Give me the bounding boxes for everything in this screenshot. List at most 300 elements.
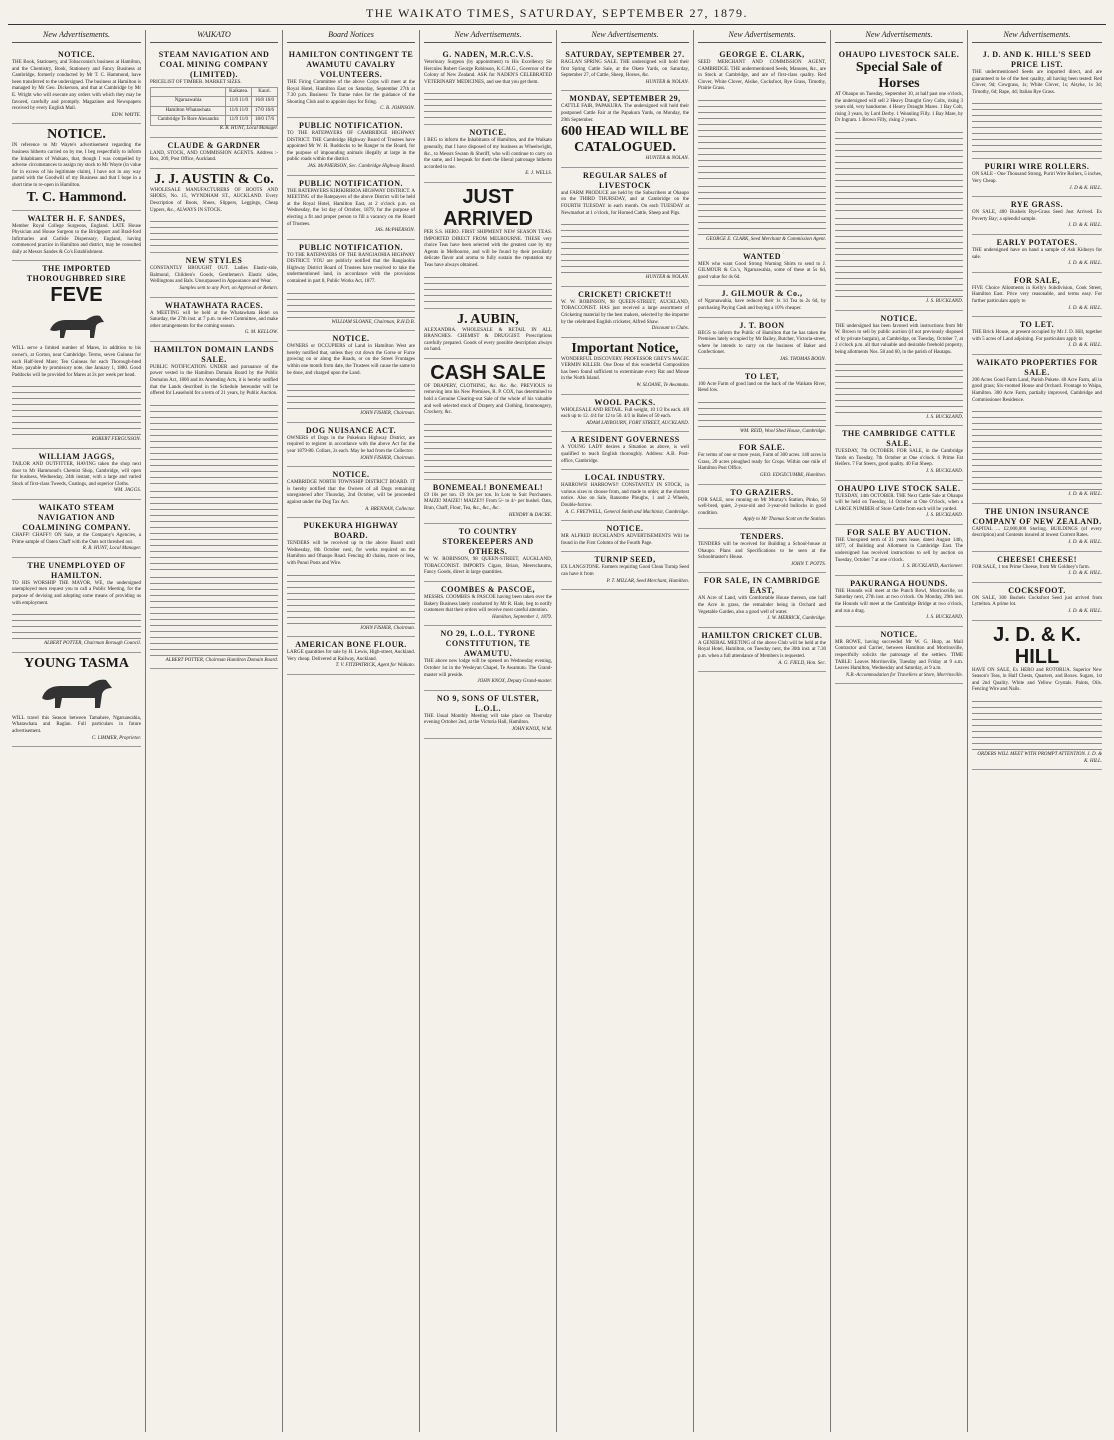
ad-heading: J. J. AUSTIN & Co.: [154, 171, 274, 187]
ad-body: THE above new lodge will be opened on Wednesday evening, October 1st in the Wesleyan Chapel, Te Awamutu. The Grand-master will preside.: [424, 659, 552, 678]
ad-cattle-fair: [561, 91, 689, 167]
ad-body: For terms of one or more years, Farm of 300 acres. 140 acres in Grass, 20 acres ploughed ready for Crops. Within one mile of Hamilton Post Office.: [698, 453, 826, 472]
ad-fine-print: [835, 127, 963, 211]
ad-heading: YOUNG TASMA: [24, 655, 129, 671]
ad-body: OF DRAPERY, CLOTHING, &c. &c. &c. PREVIOUS to removing into his New Premises, R. P. COX, has determined to hold a Genuine Clearing-out Sale of the whole of his valuable and well selected stock of Drapery and Clothing, Ironmongery, Crockery, &c.: [424, 383, 552, 416]
table-cell: 11/0 11/0: [226, 97, 252, 107]
ad-body: TENDERS will be received for Building a School-house at Ohaupo. Plans and Specifications to be seen at the Schoolmaster's House.: [698, 542, 826, 561]
column-8: [967, 30, 1106, 1432]
ad-body: HARROWS! HARROWS!! CONSTANTLY IN STOCK, in various sizes to choose from, and made to order, at the shortest notice. Also on Sale, Ransome Ploughs, 1 and 2 Wheels, Double-furrow.: [561, 483, 689, 508]
ad-lodge-9: [424, 691, 552, 739]
ad-heading: REGULAR SALES of LIVESTOCK: [582, 170, 667, 190]
ad-heading: PUBLIC NOTIFICATION.: [298, 242, 404, 252]
ad-body: AN Acre of Land, with Comfortable House thereon, one half the Acre in grass, the remainder being in Orchard and Vegetable Garden, also a good well of water.: [698, 596, 826, 615]
column-header: New Advertisements.: [698, 30, 826, 43]
ad-signature: J. D. & K. HILL.: [1068, 223, 1102, 229]
ad-to-let: [972, 317, 1102, 355]
ad-tenders: [698, 529, 826, 573]
ad-body: FOR SALE, 1 ton Prime Cheese, from Mr Goldney's farm.: [972, 564, 1090, 570]
ad-heading: LOCAL INDUSTRY.: [584, 473, 666, 483]
ad-dog-nuisance: [287, 423, 415, 467]
ad-aubin: [424, 309, 552, 359]
ad-chaff: [12, 500, 141, 558]
ad-signature: J. D. & K. HILL.: [1068, 540, 1102, 546]
table-row: [151, 106, 278, 116]
ad-bone-flour: [287, 637, 415, 675]
ad-turnip-seed: [561, 552, 689, 590]
ad-signature: Samples sent to any Port, on Approval or Return.: [179, 285, 278, 291]
ad-heading: NOTICE.: [880, 313, 918, 323]
ad-fine-print: [150, 216, 278, 246]
ad-signature: JOHN FISHER, Chairman.: [360, 411, 415, 417]
ad-signature: ALBERT POTTER, Chairman Hamilton Domain Board.: [165, 657, 278, 663]
ad-heading: NOTICE.: [880, 629, 918, 639]
ad-heading: TO GRAZIERS.: [730, 487, 794, 497]
ad-heading: WHATAWHATA RACES.: [164, 300, 264, 310]
ad-body: THE Hounds will meet at the Punch Bowl, Morrinsville, on Saturday next, 27th inst. at two o'clock. On Monday, 29th inst. the Hounds will meet at the Cambridge Bridge at two o'clock, and run a drag.: [835, 588, 963, 614]
ad-signature: JOHN T. POTTS.: [791, 561, 826, 567]
ad-signature: J. D. & K. HILL.: [1068, 305, 1102, 311]
ad-coombes-pascoe: [424, 582, 552, 626]
ad-important-notice: [561, 338, 689, 395]
ad-signature: A. G. FIELD, Hon. Sec.: [778, 660, 826, 666]
ad-fine-print: [150, 400, 278, 484]
ad-signature: EDW. WAYTE.: [111, 112, 141, 118]
ad-heading: HAMILTON CRICKET CLUB.: [701, 630, 823, 640]
ad-signature: N.B.-Accommodation for Travellers at Store, Morrinsville.: [845, 672, 963, 678]
ad-body: HAVE ON SALE, Ex HERO and ROTORUA. Superior New Season's Teas, in Half Chests, Quarters, and Boxes. Sugars, 1st and 2nd Quality. White and Yellow Crystals. Paints, Oils. Fencing Wire and Nails.: [972, 667, 1102, 693]
ad-heading: TO LET,: [744, 371, 780, 381]
ad-body: OWNERS of Dogs in the Pukekura Highway District, are required to register in accordance with the above Act for the year 1879-80. Collars, 2s each. May be had from the Collector.: [287, 435, 415, 454]
ad-cheese: [972, 552, 1102, 583]
ad-signature: W. SLOANE, Te Awamutu.: [636, 383, 689, 389]
ad-signature: JAS. THOMAS BOON.: [779, 356, 826, 362]
ad-heading: NOTICE.: [47, 127, 106, 143]
ad-body: MEN who want Good Strong Warning Shirts to send to J. GILMOUR & Co.'s, Ngaruawahia, some of these at 5s 6d, good value for 4s 6d.: [698, 261, 826, 280]
ad-hill-stores: [972, 621, 1102, 771]
ad-fine-print: [12, 381, 141, 435]
ad-body: CATTLE FAIR, PAPAKURA. The undersigned will hold their postponed Cattle Fair at the Papakura Yards, on Monday, the 29th September.: [561, 104, 689, 123]
ad-signature: J. D. & K. HILL.: [1068, 492, 1102, 498]
ad-signature: GEORGE E. CLARK, Seed Merchant & Commission Agent.: [706, 236, 826, 242]
ad-body: BEGS to inform the Public of Hamilton that he has taken the Premises lately occupied by Mr Bailey, Butcher, Victoria-street, where he intends to carry on the business of Baker and Confectioner.: [698, 330, 826, 356]
ad-raglan-sale: [561, 47, 689, 91]
ad-heading: JUST ARRIVED: [442, 185, 533, 230]
ad-body: EX LANGSTONE. Farmers requiring Good Clean Turnip Seed can have it from: [561, 565, 689, 577]
ad-early-potatoes: [972, 235, 1102, 273]
ad-heading: CASH SALE: [430, 361, 546, 384]
column-header: Board Notices: [287, 30, 415, 43]
ad-new-styles: [150, 253, 278, 297]
ad-for-sale: [698, 440, 826, 484]
ad-fine-print: [287, 379, 415, 409]
ad-ohaupo-sale: [835, 47, 963, 311]
ad-young-tasma: [12, 653, 141, 747]
ad-public-notification: [287, 176, 415, 240]
ad-public-notification: [287, 240, 415, 332]
ad-heading: THE UNEMPLOYED OF HAMILTON.: [27, 560, 126, 580]
ad-boon: [698, 318, 826, 369]
ad-whatawhata-races: [150, 298, 278, 342]
ad-claude-gardner: [150, 138, 278, 169]
ad-signature: J. D. & K. HILL.: [1068, 343, 1102, 349]
ad-cavalry: [287, 47, 415, 118]
ad-signature: JAS. McPHERSON, Sec. Cambridge Highway Board.: [307, 163, 415, 169]
ad-wool-packs: [561, 395, 689, 433]
ad-domain-lands: [150, 342, 278, 670]
ad-heading: NOTICE.: [332, 470, 370, 480]
ad-heading: Important Notice,: [571, 340, 679, 356]
ad-signature: ROBERT FERGUSSON.: [91, 437, 141, 443]
ad-fine-print: [424, 88, 552, 118]
ad-body: TENDERS will be received up to the above Board until Wednesday, 8th October next, for works required on the Hamilton and Ohaupo Road. Fencing 40 chains, more or less, with Punui Posts and Wire.: [287, 541, 415, 566]
ad-signature: JOHN KNOX, Deputy Grand-master.: [477, 679, 552, 685]
ad-body: FOR SALE, now running on Mr Murray's Station, Pinko, 50 well-bred, quiet, 2-year-old and 3-year-old bullocks in good condition.: [698, 497, 826, 516]
ad-heading: NEW STYLES: [185, 256, 243, 266]
ad-heading: RYE GRASS.: [1010, 200, 1064, 210]
ad-signature: WM. JAGGS.: [113, 488, 141, 494]
ad-heading: THE CAMBRIDGE CATTLE SALE.: [842, 429, 956, 449]
ad-signature: HUNTER & NOLAN.: [645, 156, 689, 162]
ad-body: A MEETING will be held at the Whatawhata Hotel on Saturday, the 27th inst. at 7 p.m. to elect Committee, and make other arrangements for the coming season.: [150, 310, 278, 329]
ad-heading: DOG NUISANCE ACT.: [305, 425, 397, 435]
ad-body: I BEG to inform the Inhabitants of Hamilton, and the Waikato generally, that I have disposed of my business as Wheelwright, &c., to Messrs Swann & Sheriff, who will continue to carry on the same, and I bespeak for them the liberal patronage hitherto accorded to me.: [424, 138, 552, 170]
ad-signature: T. V. FITZPATRICK, Agent for Waikato.: [335, 663, 415, 669]
table-cell: [151, 87, 226, 97]
ad-body: CAPITAL ... £2,000,000 Sterling. BUILDINGS (of every description) and Contents insured at lowest Current Rates.: [972, 526, 1102, 539]
ad-fine-print: [698, 181, 826, 235]
ad-public-notification: [287, 118, 415, 176]
ad-hounds: [835, 576, 963, 627]
ad-heading: NOTICE.: [57, 50, 96, 59]
ad-heading: J. T. BOON: [739, 320, 785, 330]
ad-heading: G. NADEN, M.R.C.V.S.: [442, 50, 534, 59]
ad-heading: COOMBES & PASCOE,: [441, 585, 535, 594]
table-cell: 18/0 17/6: [252, 116, 278, 126]
ad-heading: OHAUPO LIVE STOCK SALE.: [837, 483, 961, 493]
ad-body: ON SALE, 300 Bushels Cocksfoot Seed just arrived from Lyttelton. A prime lot.: [972, 595, 1102, 608]
ad-signature: J. D. & K. HILL.: [1068, 609, 1102, 614]
ad-body: Veterinary Surgeon (by appointment) to His Excellency Sir Hercules Robert George Robinson, K.C.M.G., Governor of the Colony of New Zealand. ASK for NADEN'S CELEBRATED VETERINARY MEDICINES, and see that you get them.: [424, 60, 552, 85]
ad-auction: [835, 525, 963, 576]
ad-heading: J. GILMOUR & Co.,: [721, 289, 803, 299]
ad-heading: J. D. & K. HILL: [993, 623, 1081, 668]
ad-signature: A. C. FRETWELL, General Smith and Machinist, Cambridge.: [565, 509, 689, 515]
ad-body: MESSRS. COOMBES & PASCOE having been taken over the Bakery Business lately conducted by Mr R. Hale, beg to notify customers that their orders will receive most careful attention.: [424, 595, 552, 614]
table-cell: Cambridge Te Rore Alexandra: [151, 116, 226, 126]
ad-heading: NOTICE.: [332, 334, 370, 344]
ad-signature: WILLIAM SLOANE, Chairman, R.H.D.B.: [331, 319, 415, 325]
ad-signature: T. C. Hammond.: [26, 189, 127, 205]
ad-body: CONSTANTLY BROUGHT OUT. Ladies Elastic-side, Balmoral, Children's Goods, Gentlemen's Elastic sides, Wellingtons and Bals. Unsurpassed in Appearance and Wear.: [150, 266, 278, 285]
ad-naden: [424, 47, 552, 125]
ad-body: WHOLESALE MANUFACTURERS OF BOOTS AND SHOES, No. 15, WYNDHAM ST., AUCKLAND. Every Description of Boots, Shoes, Slippers, Leggings, Cheap Uppers, &c., ALWAYS IN STOCK.: [150, 187, 278, 213]
ad-notice: [12, 47, 141, 124]
ad-body: LARGE quantities for sale by H. Lewis, High-street, Auckland. Very cheap. Delivered at Railway, Auckland.: [287, 650, 415, 662]
ad-body: THE Usual Monthly Meeting will take place on Thursday evening October 2nd, at the Victoria Hall, Hamilton.: [424, 713, 552, 726]
ad-storekeepers: [424, 524, 552, 582]
ad-sandes: [12, 211, 141, 262]
ad-heading: WAIKATO STEAM NAVIGATION AND COALMINING COMPANY.: [22, 503, 131, 532]
ad-heading: WOOL PACKS.: [594, 397, 656, 407]
column-header: New Advertisements.: [424, 30, 552, 43]
ad-cricket: [561, 287, 689, 338]
ad-heading: HAMILTON CONTINGENT TE AWAMUTU CAVALRY VOLUNTEERS.: [288, 50, 414, 79]
ad-fine-print: [424, 272, 552, 302]
ad-body: A YOUNG LADY desires a Situation as above, is well qualified to teach English thoroughly. Address: A.B. Post-office, Cambridge.: [561, 445, 689, 464]
column-6: [693, 30, 830, 1432]
ad-pukekura-board: [287, 518, 415, 637]
ad-fine-print: [150, 486, 278, 570]
ad-fine-print: [972, 696, 1102, 750]
table-cell: Hamilton Whatawhata: [151, 106, 226, 116]
ad-signature: P. T. MILLAR, Seed Merchant, Hamilton.: [606, 578, 689, 584]
ad-title-big: Special Sale of Horses: [855, 60, 943, 91]
ad-heading: J. D. AND K. HILL'S SEED PRICE LIST.: [982, 50, 1092, 69]
ad-cambridge-cattle-sale: [835, 426, 963, 480]
ad-heading: TENDERS.: [740, 532, 784, 542]
column-1: [8, 30, 145, 1432]
ad-heading: NOTICE.: [469, 128, 507, 138]
ad-jaggs: [12, 449, 141, 500]
ad-just-arrived: [424, 183, 552, 309]
ad-body: ON SALE - One Thousand Strong, Puriri Wire Rollers, 5 inches, Very Cheap.: [972, 172, 1102, 184]
ad-to-graziers: [698, 485, 826, 529]
ad-title-big: FEVE: [50, 284, 103, 307]
ad-fine-print: [287, 288, 415, 318]
ad-notice: [287, 331, 415, 423]
ad-for-sale: [972, 273, 1102, 317]
ad-notice-large: [12, 124, 141, 210]
ad-fine-print: [698, 95, 826, 179]
ad-signature: J. D. & K. HILL.: [1068, 571, 1102, 577]
ad-signature: C. B. JOHNSON.: [380, 106, 415, 112]
ad-waikato-properties: [972, 355, 1102, 504]
ad-body: THE undersigned has been favored with instructions from Mr W. Brown to sell by public auction (if not previously disposed of by private bargain), at Cambridge, on Tuesday, October 7, at 2 o'clock p.m. all that valuable and desirable freehold property, being allotments Nos. 58 and 60, in the parish of Hautapu.: [835, 323, 963, 355]
ad-feve-sire: [12, 261, 141, 449]
column-header: WAIKATO: [150, 30, 278, 43]
ad-heading: GEORGE E. CLARK,: [719, 50, 805, 59]
ad-body: TO THE RATEPAYERS OF THE RANGIAOHIA HIGHWAY DISTRICT. YOU are publicly notified that the Rangiaohia Highway District Board of Trustees have resolved to take the undermentioned land, in accordance with the provisions contained in part 8, Public Works Act, 1877.: [287, 252, 415, 285]
column-header: New Advertisements.: [835, 30, 963, 43]
ad-signature: ALBERT POTTER, Chairman Borough Council.: [44, 641, 141, 647]
horse-illustration: [32, 674, 122, 714]
ad-signature: G. M. KELLOW.: [244, 330, 278, 336]
ad-signature: J. D & K. HILL.: [1069, 185, 1102, 191]
ad-body: PER S.S. HERO. FIRST SHIPMENT NEW SEASON TEAS. IMPORTED DIRECT FROM MELBOURNE. THESE very choice Teas have been selected with the greatest care by my Agents in Melbourne, and will be found by their peculiarly delicate flavor and aroma to fully sustain the reputation my Teas have always obtained.: [424, 229, 552, 268]
ad-fine-print: [698, 397, 826, 427]
ad-signature: ADAM LAYBOURN, FORT STREET, AUCKLAND.: [586, 420, 689, 426]
ad-heading: PAKURANGA HOUNDS.: [850, 578, 948, 588]
table-cell: 11/6 11/0: [226, 106, 252, 116]
ad-fine-print: [424, 419, 552, 473]
ad-body: 200 Acres Good Farm Land, Parish Pukete. 40 Acre Farm, all in good grass; Six-roomed House and Orchard. Frontage to Waipa, Hamilton. 300 Acre Farm, partially improved, Cambridge and Commissioner Residence.: [972, 377, 1102, 403]
ad-heading: CHEESE! CHEESE!: [997, 554, 1077, 564]
ad-signature: Hamilton, September 1, 1879.: [492, 614, 552, 620]
ad-body: TUESDAY, 14th OCTOBER. THE Next Cattle Sale at Ohaupo will be held on Tuesday, 14 October at One O'clock, when a LARGE NUMBER of Store Cattle from each will be yarded.: [835, 493, 963, 512]
ad-cocksfoot: [972, 583, 1102, 621]
horse-illustration: [42, 308, 112, 344]
ad-austin: [150, 169, 278, 253]
ad-heading: J. AUBIN,: [457, 311, 519, 327]
ad-body: CHAFF! CHAFF!! ON Sale, at the Company's Agencies, a Prime sample of Oaten Chaff with the Oats not threshed out.: [12, 533, 141, 545]
ad-signature: ORDERS WILL MEET WITH PROMPT ATTENTION. J. D. & K. HILL.: [977, 751, 1102, 764]
ad-body: TAILOR AND OUTFITTER, HAVING taken the shop next door to Mr Hammond's Chemist Shop, Cambridge, will open for business, Wednesday, 24th instant, with a large and varied Stock of first-class Tweeds, Coatings, and superior Cloths.: [12, 462, 141, 487]
ad-signature: WM. REID, Wool Shed House, Cambridge.: [739, 428, 826, 434]
ad-cricket-club: [698, 628, 826, 672]
ad-signature: J. D. & K. HILL.: [1068, 261, 1102, 267]
ad-body: Member Royal College Surgeons, England. LATE House Physician and House Surgeon to the Bridgeport and Brad-ford Infirmaries and Carlisle Dispensary, England, having commenced practice in Hamilton and district, may be consulted daily at Messrs Sandes & Co's Establishment.: [12, 223, 141, 255]
ad-signature: E. J. WELLS.: [525, 171, 552, 177]
ad-to-let: [698, 369, 826, 441]
ad-body: THE RATEPAYERS KIRIKIRIROA HIGHWAY DISTRICT. A MEETING of the Ratepayers of the above District will be held at the Royal Hotel, Hamilton East, at 2 o'clock p.m. on Wednesday, the 1st day of October, 1879, for the purpose of electing a fit and proper person to fill a vacancy on the Board of Trustees.: [287, 188, 415, 227]
ad-signature: GEO. EDGECUMBE, Hamilton.: [760, 473, 826, 479]
ad-heading: EARLY POTATOES.: [996, 237, 1078, 247]
ad-heading: WANTED: [742, 251, 782, 261]
column-2: [145, 30, 282, 1432]
ad-body: CAMBRIDGE NORTH TOWNSHIP DISTRICT BOARD. IT is hereby notified that the Owners of all Dogs remaining unregistered after Thursday, 2nd October, will be proceeded against under the Dog Tax Act.: [287, 480, 415, 505]
ad-signature: J. S. BUCKLAND, Auctioneer.: [902, 564, 963, 570]
ad-clark-seeds: [698, 47, 826, 249]
ad-signature: J. S. BUCKLAND.: [925, 468, 963, 474]
ad-heading: WALTER H. F. SANDES,: [27, 213, 126, 223]
ad-fine-print: [150, 572, 278, 656]
column-7: [830, 30, 967, 1432]
ad-timber-prices: [150, 47, 278, 138]
ad-local-industry: [561, 470, 689, 521]
ad-fine-print: [972, 98, 1102, 152]
ad-signature: HUNTER & NOLAN.: [645, 275, 689, 281]
ad-governess: [561, 432, 689, 470]
ad-body: W. W. ROBINSON, 98 QUEEN-STREET, AUCKLAND, TOBACCONIST. HAS just received a large assortment of Cricketing material by the best makers, selected by the importer by the celebrated English cricketer, Alfred Shaw.: [561, 299, 690, 325]
ad-body: ON SALE, 400 Bushels Rye-Grass Seed Just Arrived. Ex Poverty Bay; a splendid sample.: [972, 210, 1102, 222]
ad-heading: NO 9, SONS OF ULSTER, L.O.L.: [436, 693, 540, 713]
ad-heading: NO 29, L.O.L. TYRONE CONSTITUTION, TE AWAMUTU.: [440, 629, 536, 659]
ad-notice: [561, 521, 689, 552]
ad-signature: J. S. BUCKLAND.: [925, 513, 963, 519]
ad-fine-print: [972, 406, 1102, 490]
masthead-rule: [8, 24, 1106, 25]
ad-heading: TO LET.: [1019, 320, 1055, 330]
column-header: New Advertisements.: [12, 30, 141, 43]
ad-body: THE undersigned have on hand a sample of Ash Kidneys for sale.: [972, 247, 1102, 260]
ad-lodge-29: [424, 626, 552, 690]
ad-body: of Ngaruawahia, have reduced their 1s 1d Tea to 2s 6d, by purchasing Paying Cash and buying a 10% cheaper.: [698, 299, 826, 311]
column-5: [556, 30, 693, 1432]
ad-ohaupo-live-stock: [835, 481, 963, 525]
ad-heading: SATURDAY, SEPTEMBER 27.: [565, 50, 685, 59]
table-cell: Ngaruawahia: [151, 97, 226, 107]
ad-body: WONDERFUL DISCOVERY. PROFESSOR GREY'S MAGIC VERMIN KILLER. One Dose of this wonderful Composition has been found sufficient to exterminate every Rat and Mouse in the North Island.: [561, 356, 689, 382]
ad-body: A GENERAL MEETING of the above Club will be held at the Royal Hotel, Hamilton, on Tuesday next, the 30th inst. at 7.30 p.m. when a full attendance of Members is requested.: [698, 640, 826, 659]
column-4: [419, 30, 556, 1432]
ad-signature: HUNTER & NOLAN.: [645, 79, 689, 85]
ad-body: THE Book, Stationery, and Tobacconist's business at Hamilton, and the Chemistry, Book, Stationery and Fancy Business at Cambridge, formerly conducted by Mr T. C. Hammond, have been transferred to the undersigned. The business at Hamilton is managed by Mr Geo. Dickerson, and that at Cambridge by Mr E. Wright who will execute any orders with which they may be favored, carefully and promptly. Magazines and Newspapers received by every English Mail.: [12, 60, 141, 112]
ad-signature: JOHN FISHER, Chairman.: [360, 625, 415, 631]
ad-body: SEED MERCHANT AND COMMISSION AGENT, CAMBRIDGE. THE undermentioned Seeds, Manures, &c., are in Stock at Cambridge, and are of first-class quality. Red Clover, White Clover, Alsike, Cocksfoot, Rye Grass, Timothy, Prairie Grass.: [698, 60, 826, 92]
ad-notice: [835, 311, 963, 427]
ad-heading: PUBLIC NOTIFICATION.: [298, 178, 404, 188]
ad-body: RAGLAN SPRING SALE. THE undersigned will hold their first Spring Cattle Sale, at the Okete Yards, on Saturday, September 27, of Cattle, Sheep, Horses, &c.: [561, 60, 689, 79]
ad-body: FIVE Choice Allotments in Kelly's Subdivision, Cook Street, Hamilton East. Price very reasonable, and terms easy. For further particulars apply to: [972, 285, 1102, 304]
table-cell: Kaikatea.: [226, 87, 252, 97]
ad-heading: WAIKATO PROPERTIES FOR SALE.: [976, 357, 1098, 377]
ad-heading: BONEMEAL! BONEMEAL!: [432, 482, 544, 492]
ad-heading: STEAM NAVIGATION AND COAL MINING COMPANY (LIMITED).: [158, 50, 270, 79]
ad-body: TO THE RATEPAYERS OF CAMBRIDGE HIGHWAY DISTRICT. THE Cambridge Highway Board of Trustees have appointed Mr W. H. Ruddocks to be Ranger to the Board, for the purpose of impounding animals illegally at large in the public roads within the district.: [287, 130, 415, 163]
ad-regular-sales: [561, 168, 689, 287]
ad-body: THE undermentioned Seeds are imported direct, and are guaranteed to be of the best quality, all having been tested: Red Clover, 9d; Cowgrass, 1s; White Clover, 1s; Alsyke, 1s 3d; Timothy, 6d; Rape, 4d; Italian Rye Grass.: [972, 70, 1102, 95]
ad-heading: A RESIDENT GOVERNESS: [570, 435, 680, 445]
ad-heading: NOTICE.: [606, 524, 644, 534]
ad-union-insurance: [972, 504, 1102, 552]
ad-fine-print: [835, 213, 963, 297]
ad-fine-print: [287, 570, 415, 624]
ad-body: MR ROWE, having succeeded Mr W. G. Hurp, as Mail Contractor and Carrier, between Hamilton and Morrinsville, respectfully solicits the patronage of the settlers. TIME TABLE: Leaves Morrinsville, Tuesday and Friday at 9 a.m. Leaves Hamilton, Wednesday and Saturday, at 9 a.m.: [835, 639, 963, 672]
ad-fine-print: [561, 219, 689, 273]
ad-signature: J. W. MERRICK, Cambridge.: [767, 616, 826, 622]
ad-signature: JOHN FISHER, Chairman.: [360, 455, 415, 461]
ad-body: PUBLIC NOTIFICATION. UNDER and pursuance of the power vested in the Hamilton Domain Board by the Public Domains Act, 1860 and its Amending Acts, it is hereby notified that the Lands described in the Schedule hereunder will be offered for Leasehold for a term of 21 years, by Public Auction.: [150, 364, 278, 397]
table-cell: 11/9 11/0: [226, 116, 252, 126]
ad-body: TO HIS WORSHIP THE MAYOR, WE, the undersigned unemployed men request you to call a Public Meeting, for the purpose of devising and adopting some means of providing us with employment.: [12, 580, 141, 606]
table-cell: Kauri.: [252, 87, 278, 97]
ad-body: THE Unexpired term of 21 years lease, dated August 14th, 1877, of Building and Allotment in Cambridge East. The undersigned has received instructions to sell by auction on Tuesday, October 7 at one o'clock.: [835, 537, 963, 563]
ad-fine-print: [835, 359, 963, 413]
ad-heading: TO COUNTRY STOREKEEPERS AND OTHERS.: [442, 527, 534, 557]
ad-body: ALEXANDRA. WHOLESALE & RETAIL IN ALL BRANCHES. CHEMIST & DRUGGIST. Prescriptions carefully prepared. Goods of every possible description always on hand.: [424, 327, 552, 353]
table-cell: 16/8 16/0: [252, 97, 278, 107]
ad-body: MR ALFRED BUCKLAND'S ADVERTISEMENTS Will be found in the First Column of the Fourth Page.: [561, 534, 689, 546]
ad-heading: PURIRI WIRE ROLLERS.: [984, 162, 1090, 172]
ad-heading: PUBLIC NOTIFICATION.: [298, 120, 404, 130]
ad-body: W. W. ROBINSON, 98 QUEEN-STREET, AUCKLAND, TOBACCONIST. IMPORTS Cigars, Briars, Meerschaums, Fancy Goods, direct in large quantities.: [424, 557, 552, 576]
ad-heading: FOR SALE, IN CAMBRIDGE EAST,: [703, 576, 821, 596]
ad-signature: A. BRENNAN, Collector.: [365, 506, 415, 512]
ad-signature: C. LIMMER, Proprietor.: [91, 735, 141, 741]
ad-notice: [424, 125, 552, 183]
ad-signature: Discount to Clubs.: [651, 326, 689, 332]
ad-body: IN reference to Mr Wayte's advertisement regarding the business hitherto carried on by me, I beg respectfully to inform the Inhabitants of Waikato, that, though I was compelled by adverse circumstances to assign my stock to Mr Wayte (in value for in excess of his legitimate claim), I have not in any way parted with the Goodwill of my Business and that I hope in a short time to re-open in Hamilton.: [12, 143, 141, 188]
ad-heading: COCKSFOOT.: [1008, 585, 1066, 595]
ad-heading: OHAUPO LIVESTOCK SALE.: [838, 50, 960, 59]
ad-body: OWNERS or OCCUPIERS of Land in Hamilton West are hereby notified that, unless they cut down the Gorse or Furze growing on or along the Roads, or on the Street Frontages within one month from date, the Trustees will cause the same to be done, and charged upon the Land.: [287, 344, 415, 376]
ad-signature: J. S. BUCKLAND.: [925, 414, 963, 420]
ad-heading: HAMILTON DOMAIN LANDS SALE.: [153, 344, 275, 364]
ad-heading: MONDAY, SEPTEMBER 29,: [569, 94, 681, 104]
ad-mail-contractor: [835, 627, 963, 685]
ad-signature: R. B. HUNT, Local Manager.: [219, 125, 278, 131]
ad-heading: FOR SALE BY AUCTION.: [847, 527, 951, 537]
ad-rye-grass: [972, 197, 1102, 235]
ad-body: LAND, STOCK, AND COMMISSION AGENTS. Address :- Box, 209, Post Office, Auckland.: [150, 150, 278, 163]
masthead: THE WAIKATO TIMES, SATURDAY, SEPTEMBER 27, 1879.: [365, 6, 749, 20]
ad-signature: Apply to Mr Thomas Scott on the Station.: [743, 517, 826, 523]
ad-body: £9 10s per ton. £9 10s per ton. In Lots to Suit Purchasers. MAIZE! MAIZE!! MAIZE!!! From 5/- to 4/- per bushel. Oats, Bran, Chaff, Flour, Tea, &c., &c., &c.: [424, 492, 552, 512]
table-row: [151, 97, 278, 107]
ad-bonemeal: [424, 480, 552, 524]
ad-heading: AMERICAN BONE FLOUR.: [295, 640, 407, 650]
ad-notice: [287, 467, 415, 518]
ad-body: AT Ohaupo on Tuesday, September 30, at half past one o'clock, the undersigned will sell 2 Heavy Draught Grey Colts, rising 3 years old, very handsome. 4 Heavy Draught Mares. 1 Bay Colt, rising 3 years, by Lord Derby. 1 Weanling Filly. 1 Bay Mare, by Dr Ingram. 1 Brown Filly, rising 2 years.: [835, 92, 964, 124]
table-row: [151, 87, 278, 97]
ad-heading: WILLIAM JAGGS,: [38, 452, 115, 462]
ad-signature: J. S. BUCKLAND.: [925, 615, 963, 621]
ad-signature: JOHN KNOX, W.M.: [511, 726, 552, 732]
ad-seed-price-list: [972, 47, 1102, 159]
ad-heading: THE UNION INSURANCE COMPANY OF NEW ZEALAND.: [972, 506, 1102, 526]
ad-cambridge-east: [698, 573, 826, 627]
